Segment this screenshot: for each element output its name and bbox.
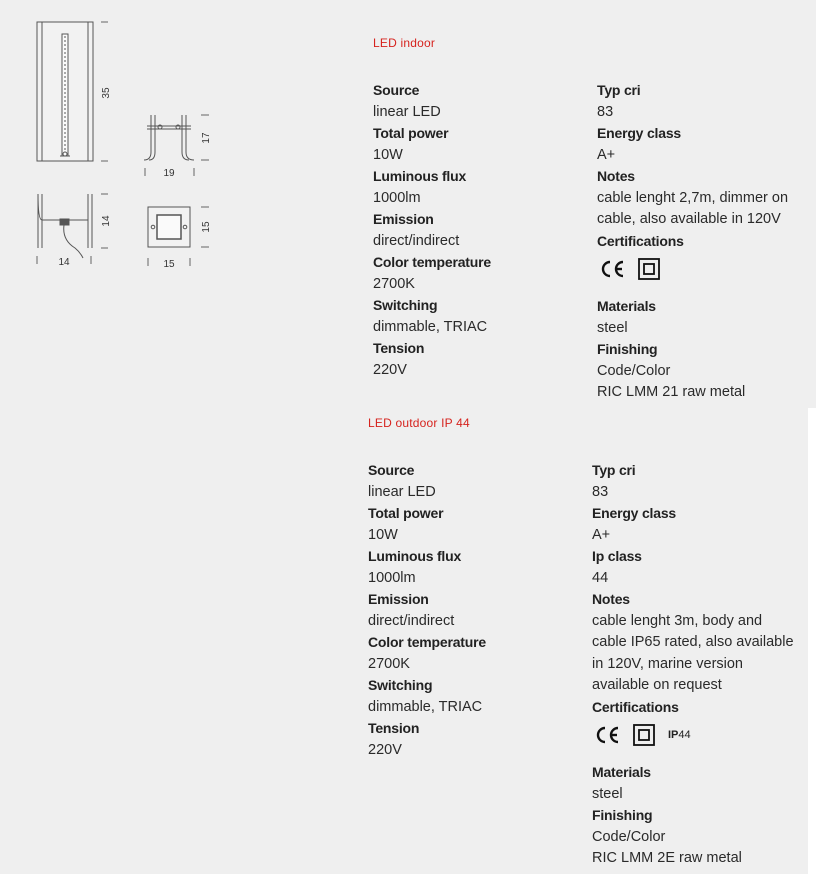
spec-value: linear LED <box>368 483 436 500</box>
ip-badge-prefix: IP <box>668 729 679 741</box>
front-view-drawing <box>37 22 93 161</box>
spec-label: Luminous flux <box>373 168 467 184</box>
spec-value: dimmable, TRIAC <box>373 318 488 335</box>
materials-value: steel <box>597 319 628 336</box>
double-insulation-icon <box>639 259 659 279</box>
bottom-view-drawing <box>38 194 92 258</box>
spec-value: dimmable, TRIAC <box>368 698 483 715</box>
indoor-spec-left <box>373 80 593 381</box>
ce-mark-icon <box>603 262 623 276</box>
page-edge <box>808 408 816 874</box>
plate-height-label: 15 <box>201 221 212 233</box>
ip-rating-badge <box>668 729 691 741</box>
spec-label: Switching <box>368 677 433 693</box>
energy-class-value: A+ <box>597 146 616 163</box>
technical-drawings <box>0 0 230 280</box>
typ-cri-value: 83 <box>592 483 609 500</box>
notes-value: cable lenght 2,7m, dimmer on cable, also available in 120V <box>597 189 789 227</box>
certifications-icons <box>592 718 797 762</box>
spec-value: 10W <box>368 526 398 543</box>
ip-class-label: Ip class <box>592 548 642 564</box>
finishing-code: Code/Color <box>592 828 666 845</box>
spec-label: Total power <box>373 125 449 141</box>
ce-mark-icon <box>598 728 618 742</box>
outdoor-spec-left <box>368 460 588 761</box>
spec-label: Tension <box>373 340 425 356</box>
plate-width-label: 15 <box>163 259 175 270</box>
ip-class-value: 44 <box>592 569 609 586</box>
finishing-color: RIC LMM 21 raw metal <box>597 384 746 400</box>
materials-label: Materials <box>597 298 656 314</box>
plate-view-drawing <box>148 207 190 247</box>
energy-class-label: Energy class <box>597 125 681 141</box>
technical-drawing-svg <box>0 0 230 280</box>
notes-value: cable lenght 3m, body and cable IP65 rated, also available in 120V, marine version available on request <box>592 612 794 693</box>
finishing-label: Finishing <box>592 807 653 823</box>
spec-label: Color temperature <box>373 254 491 270</box>
notes-label: Notes <box>592 591 630 607</box>
ce-class2-icons <box>592 722 662 748</box>
materials-value: steel <box>592 785 623 802</box>
typ-cri-label: Typ cri <box>597 82 641 98</box>
materials-label: Materials <box>592 764 651 780</box>
outdoor-spec-right <box>592 460 797 870</box>
side-height-label: 17 <box>201 132 212 144</box>
spec-value: 220V <box>368 741 402 758</box>
spec-label: Emission <box>368 591 429 607</box>
certifications-label: Certifications <box>592 698 679 715</box>
front-height-label: 35 <box>101 87 112 99</box>
spec-value: 2700K <box>373 275 415 292</box>
indoor-title: LED indoor <box>373 36 436 50</box>
typ-cri-value: 83 <box>597 103 614 120</box>
side-width-label: 19 <box>163 168 175 179</box>
indoor-spec-right <box>597 80 797 404</box>
bottom-dimensions <box>37 194 108 264</box>
energy-class-label: Energy class <box>592 505 676 521</box>
spec-label: Tension <box>368 720 420 736</box>
spec-value: 1000lm <box>368 569 416 586</box>
certifications-label: Certifications <box>597 232 684 249</box>
notes-label: Notes <box>597 168 635 184</box>
spec-label: Emission <box>373 211 434 227</box>
spec-label: Color temperature <box>368 634 486 650</box>
spec-label: Luminous flux <box>368 548 462 564</box>
spec-value: 2700K <box>368 655 410 672</box>
finishing-code: Code/Color <box>597 362 671 379</box>
typ-cri-label: Typ cri <box>592 462 636 478</box>
outdoor-title: LED outdoor IP 44 <box>368 416 470 430</box>
certifications-icons <box>597 252 797 296</box>
bottom-height-label: 14 <box>101 215 112 227</box>
spec-value: 1000lm <box>373 189 421 206</box>
spec-value: 220V <box>373 361 407 378</box>
energy-class-value: A+ <box>592 526 611 543</box>
side-view-drawing <box>144 115 194 160</box>
double-insulation-icon <box>634 725 654 745</box>
spec-value: direct/indirect <box>368 612 455 629</box>
bottom-width-label: 14 <box>58 257 70 268</box>
spec-label: Source <box>373 82 420 98</box>
ce-class2-icons <box>597 256 667 282</box>
spec-value: 10W <box>373 146 403 163</box>
spec-label: Total power <box>368 505 444 521</box>
spec-label: Source <box>368 462 415 478</box>
ip-badge-value: 44 <box>678 729 691 741</box>
finishing-color: RIC LMM 2E raw metal <box>592 850 742 866</box>
finishing-label: Finishing <box>597 341 658 357</box>
spec-label: Switching <box>373 297 438 313</box>
spec-value: linear LED <box>373 103 441 120</box>
spec-value: direct/indirect <box>373 232 460 249</box>
